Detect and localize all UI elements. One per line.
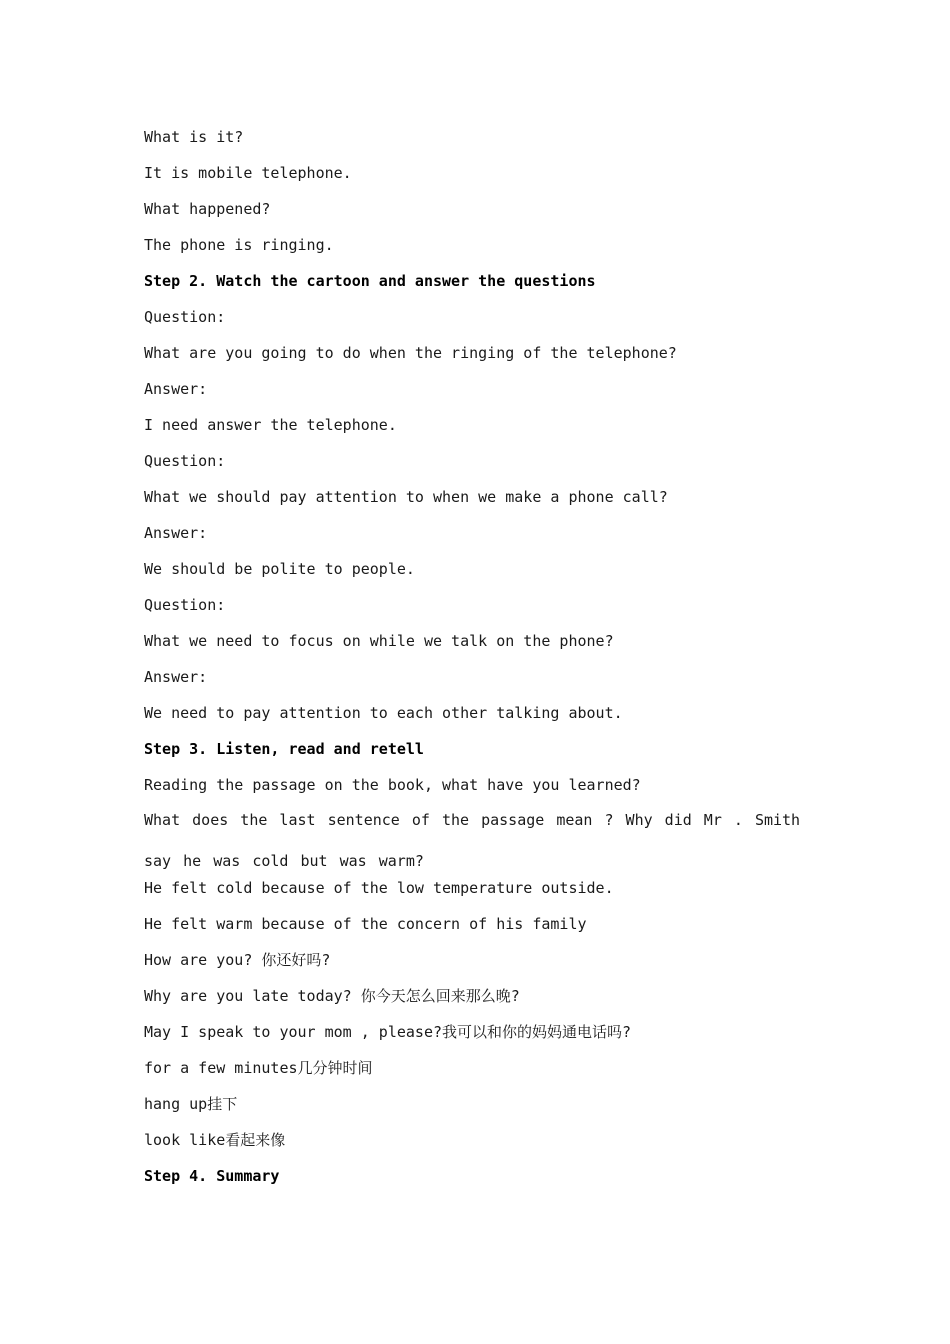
question-text: What we should pay attention to when we make a phone call? [144, 488, 668, 506]
answer-text: I need answer the telephone. [144, 416, 397, 434]
phrase-line: hang up挂下 [144, 1095, 238, 1113]
phrase-line: May I speak to your mom , please?我可以和你的妈妈通电话吗? [144, 1023, 632, 1041]
text-line: He felt cold because of the low temperature outside. [144, 879, 614, 897]
section-heading-step-2: Step 2. Watch the cartoon and answer the questions [144, 272, 596, 290]
phrase-line: How are you? 你还好吗? [144, 951, 331, 969]
question-label: Question: [144, 452, 226, 470]
phrase-line: for a few minutes几分钟时间 [144, 1059, 373, 1077]
section-heading-step-3: Step 3. Listen, read and retell [144, 740, 424, 758]
answer-text: We should be polite to people. [144, 560, 415, 578]
text-line: Reading the passage on the book, what have you learned? [144, 776, 641, 794]
answer-label: Answer: [144, 524, 208, 542]
phrase-line: look like看起来像 [144, 1131, 286, 1149]
text-line: It is mobile telephone. [144, 164, 352, 182]
answer-label: Answer: [144, 668, 208, 686]
answer-label: Answer: [144, 380, 208, 398]
section-heading-step-4: Step 4. Summary [144, 1167, 280, 1185]
text-line: What happened? [144, 200, 271, 218]
question-label: Question: [144, 308, 226, 326]
phrase-line: Why are you late today? 你今天怎么回来那么晚? [144, 987, 520, 1005]
question-text: What we need to focus on while we talk on the phone? [144, 632, 614, 650]
text-line: What is it? [144, 128, 244, 146]
answer-text: We need to pay attention to each other talking about. [144, 704, 623, 722]
question-label: Question: [144, 596, 226, 614]
question-text: What are you going to do when the ringing of the telephone? [144, 344, 677, 362]
document-body [144, 126, 814, 1201]
text-line: The phone is ringing. [144, 236, 334, 254]
paragraph-wrapped: What does the last sentence of the passage mean ? Why did Mr . Smith say he was cold but was warm? [144, 811, 801, 870]
text-line: He felt warm because of the concern of his family [144, 915, 587, 933]
